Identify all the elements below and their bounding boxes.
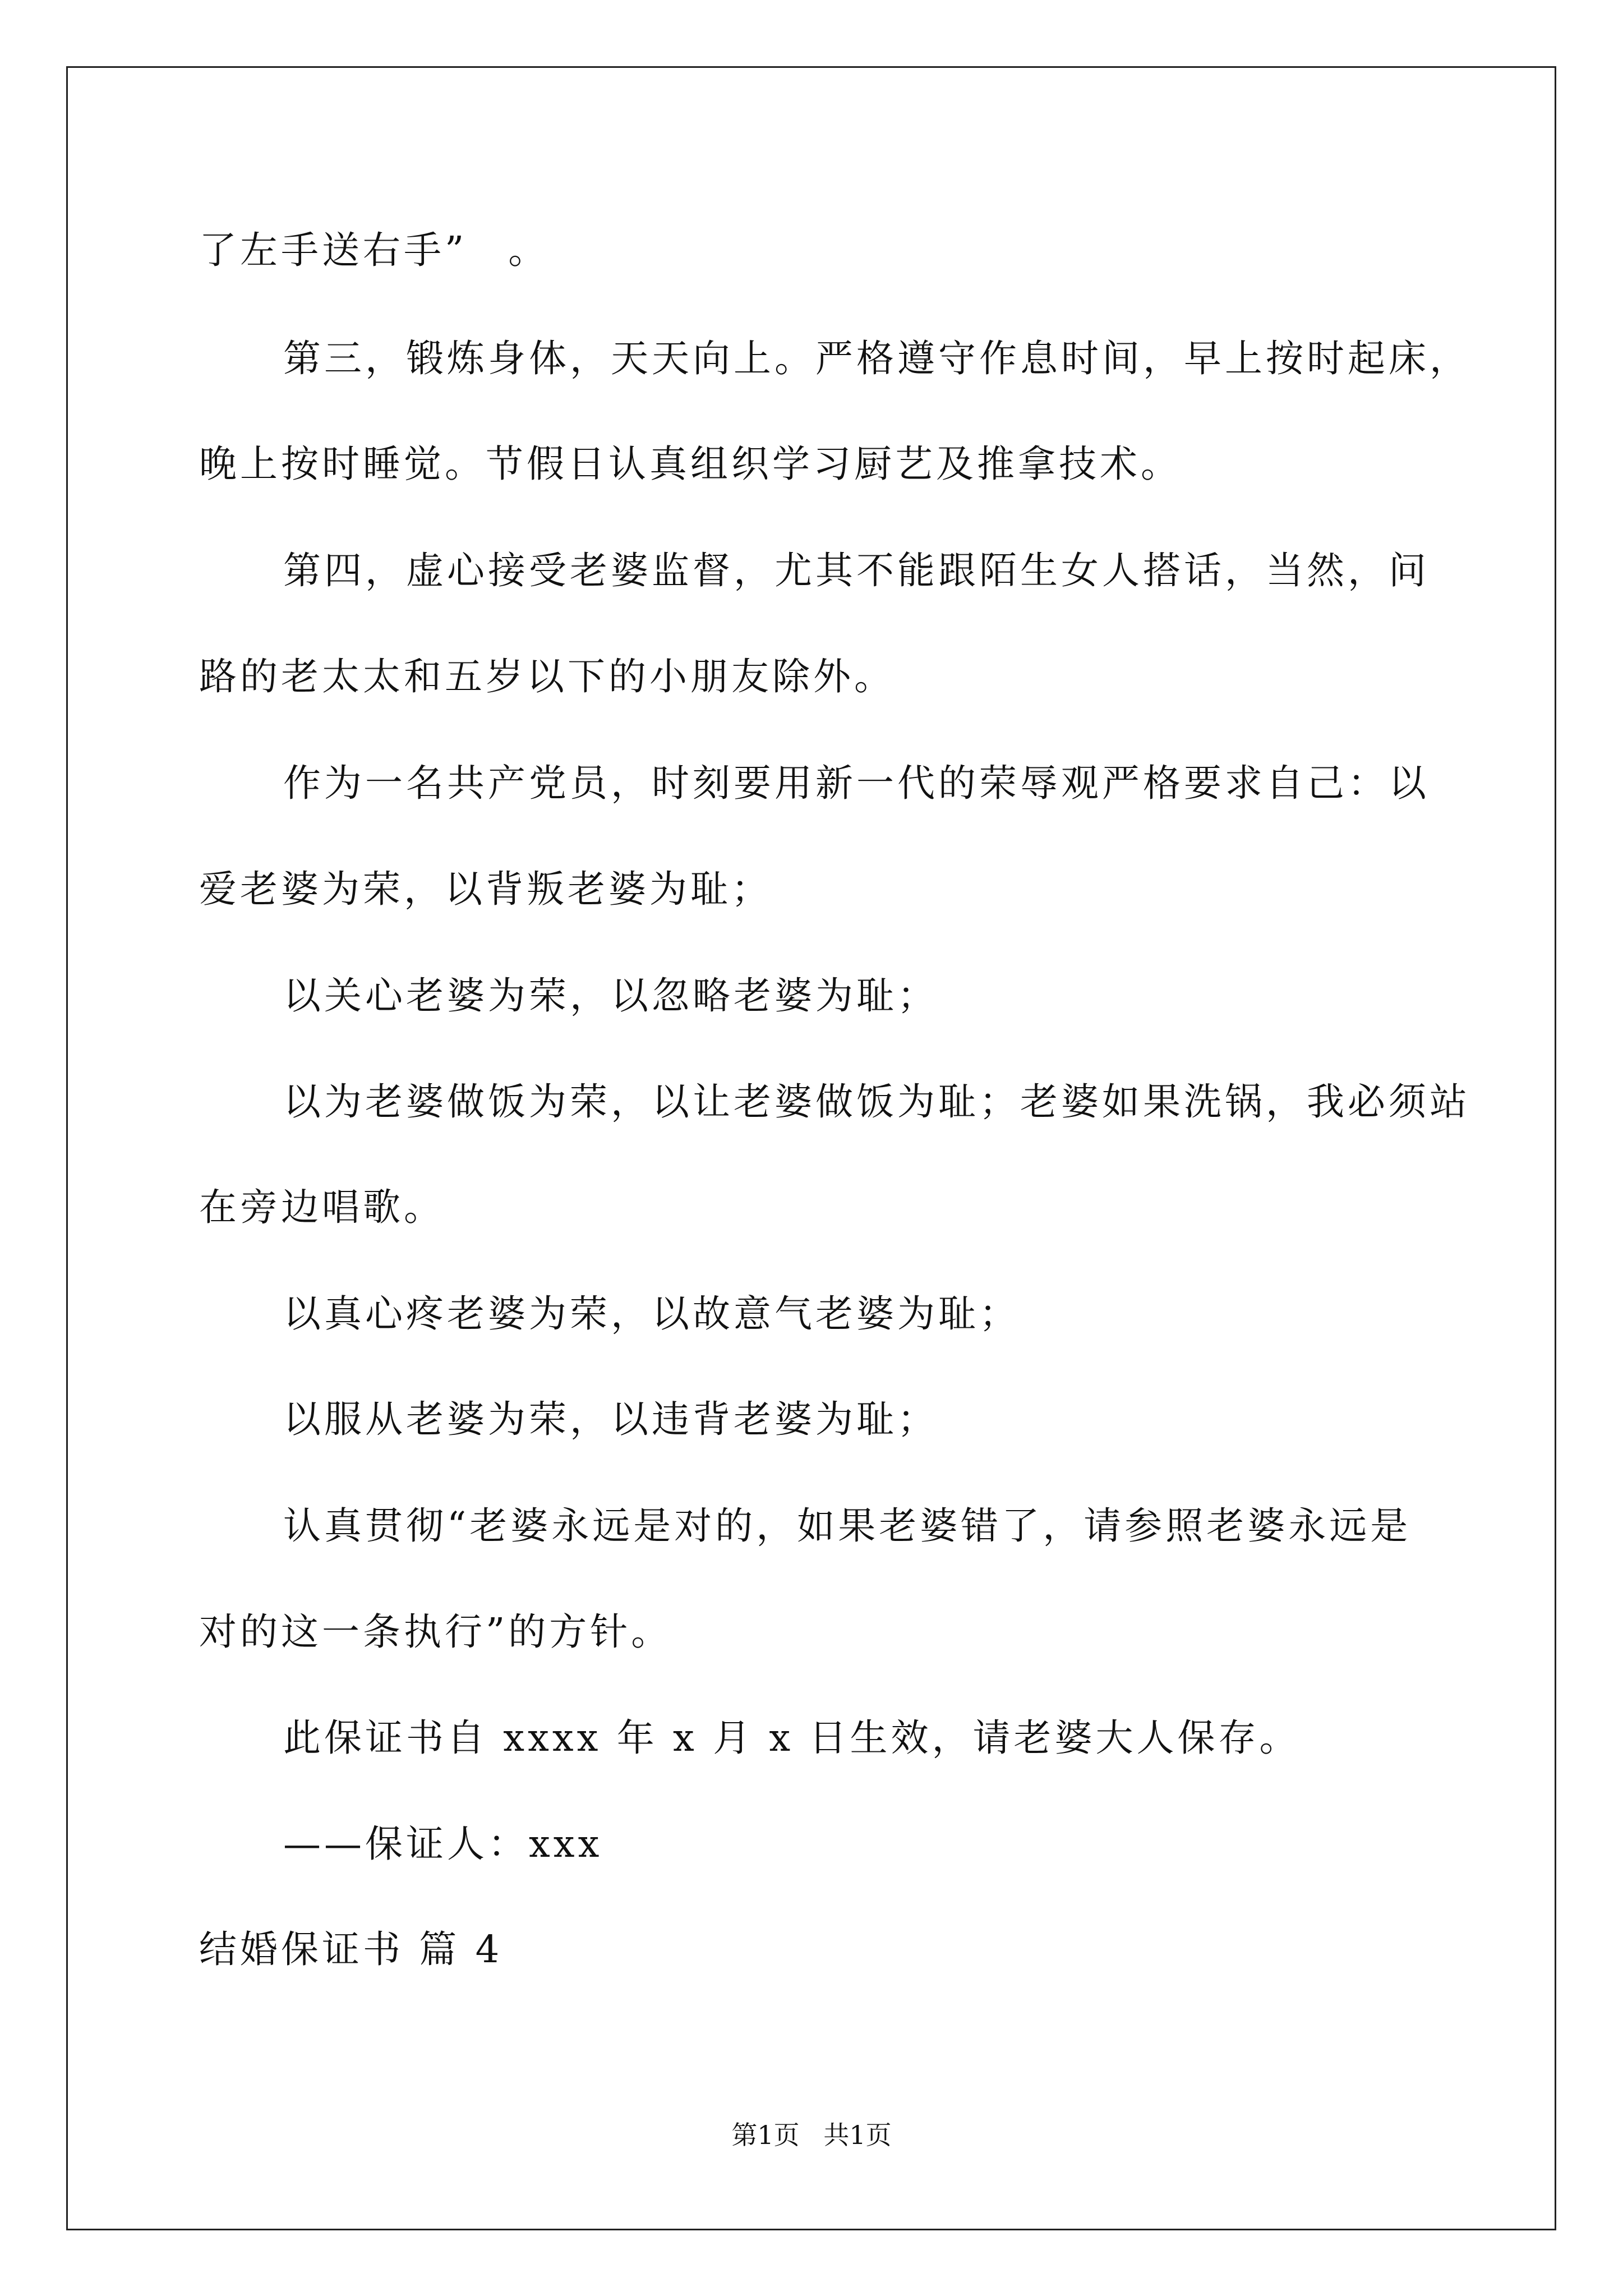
- body-line-9: 以为老婆做饭为荣，以让老婆做饭为耻；老婆如果洗锅，我必须站: [283, 1080, 1470, 1124]
- page-number-current: 第1页: [731, 2120, 800, 2150]
- body-line-8: 以关心老婆为荣，以忽略老婆为耻；: [283, 974, 938, 1018]
- body-line-7: 爱老婆为荣，以背叛老婆为耻；: [199, 867, 772, 911]
- body-line-12: 以服从老婆为荣，以违背老婆为耻；: [283, 1397, 938, 1441]
- page-border: [66, 66, 1556, 2230]
- section-heading: 结婚保证书 篇 4: [199, 1927, 503, 1971]
- body-line-14: 对的这一条执行”的方针。: [199, 1610, 672, 1654]
- body-line-4: 第四，虚心接受老婆监督，尤其不能跟陌生女人搭话，当然，问: [283, 549, 1430, 592]
- body-line-11: 以真心疼老婆为荣，以故意气老婆为耻；: [283, 1292, 1020, 1336]
- page-number-total: 共1页: [823, 2120, 892, 2150]
- body-line-5: 路的老太太和五岁以下的小朋友除外。: [199, 655, 895, 698]
- body-line-13: 认真贯彻“老婆永远是对的，如果老婆错了，请参照老婆永远是: [283, 1504, 1412, 1548]
- page-footer: [0, 2119, 1623, 2151]
- body-line-10: 在旁边唱歌。: [199, 1185, 445, 1229]
- body-line-3: 晚上按时睡觉。节假日认真组织学习厨艺及推拿技术。: [199, 442, 1182, 486]
- body-line-15: 此保证书自 xxxx 年 x 月 x 日生效，请老婆大人保存。: [283, 1716, 1301, 1760]
- body-line-1: 了左手送右手” 。: [199, 228, 550, 272]
- signature-line: ——保证人：xxx: [283, 1822, 603, 1866]
- body-line-2: 第三，锻炼身体，天天向上。严格遵守作息时间，早上按时起床，: [283, 337, 1470, 380]
- body-line-6: 作为一名共产党员，时刻要用新一代的荣辱观严格要求自己：以: [283, 761, 1430, 805]
